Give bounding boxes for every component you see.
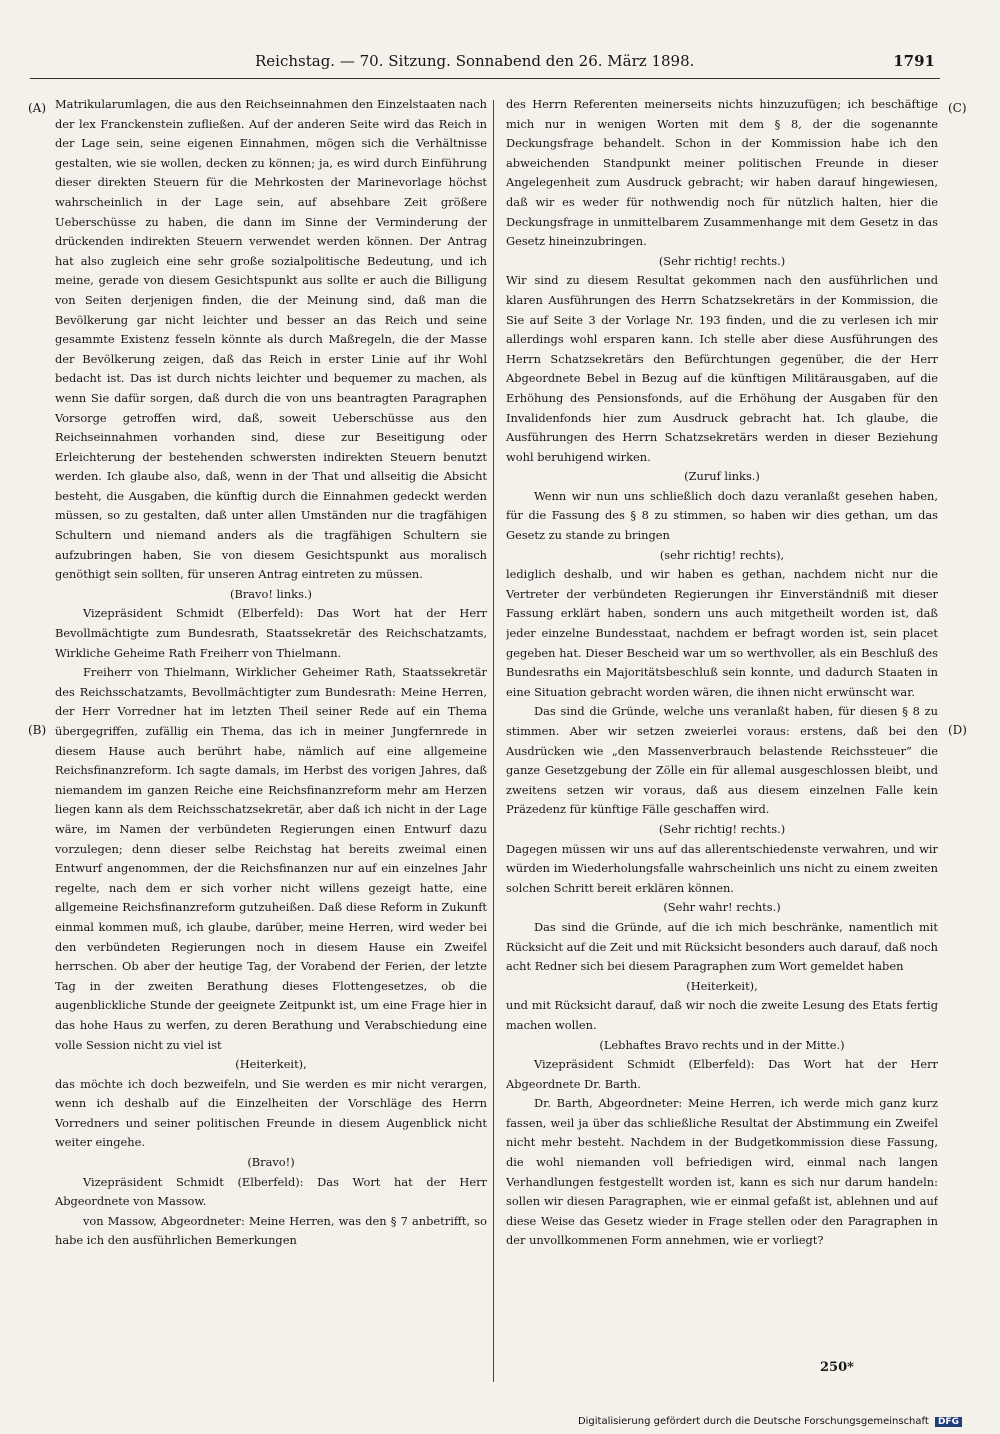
paragraph: von Massow, Abgeordneter: Meine Herren, was den § 7 anbetrifft, so habe ich den ausführlichen Bemerkungen — [55, 1213, 487, 1248]
right-column — [506, 95, 938, 1385]
signature-mark: 250* — [820, 1360, 854, 1375]
footer — [578, 1416, 962, 1427]
paragraph: Dr. Barth, Abgeordneter: Meine Herren, ich werde mich ganz kurz fassen, weil ja über das schließliche Resultat der Abstimmung ein Zweifel nicht mehr besteht. Nachdem in der Budgetkommission diese Fassung, die wohl niemanden voll befriedigen wird, einmal nach langen Verhandlungen festgestellt worden ist, kann es sich nur darum handeln: sollen wir diesen Paragraphen, wie er einmal gefaßt ist, ablehnen und auf diese Weise das Gesetz wieder in Frage stellen oder den Paragraphen in der unvollkommenen Form annehmen, wie er vorliegt? — [506, 1096, 938, 1248]
interjection: (Lebhaftes Bravo rechts und in der Mitte.) — [599, 1037, 845, 1052]
paragraph: lediglich deshalb, und wir haben es gethan, nachdem nicht nur die Vertreter der verbündeten Regierungen ihr Einverständniß mit dieser Fassung erklärt haben, sondern uns auch mitgetheilt worden ist, daß jeder einzelne Bundesstaat, nachdem er befragt worden ist, sein placet gegeben hat. Dieser Bescheid war um so werthvoller, als ein Beschluß des Bundesraths ein Majoritätsbeschluß sein konnte, und dadurch Staaten in eine Situation gebracht worden wären, die ihnen nicht erwünscht war. — [506, 567, 938, 699]
interjection: (Bravo! links.) — [230, 586, 312, 601]
paragraph: Vizepräsident Schmidt (Elberfeld): Das Wort hat der Herr Abgeordnete von Massow. — [55, 1174, 487, 1209]
interjection: (Sehr wahr! rechts.) — [663, 900, 781, 915]
paragraph: Matrikularumlagen, die aus den Reichseinnahmen den Einzelstaaten nach der lex Franckenstein zufließen. Auf der anderen Seite wird das Reich in der Lage sein, seine eigenen Einnahmen, mögen sich die Verhältnisse gestalten, wie sie wollen, decken zu können; ja, es wird durch Einführung dieser direkten Steuern für die Mehrkosten der Marinevorlage höchst wahrscheinlich in der Lage sein, auf absehbare Zeit größere Ueberschüsse zu haben, die dann im Sinne der Verminderung der drückenden indirekten Steuern verwendet werden können. Der Antrag hat also zugleich eine sehr große sozialpolitische Bedeutung, und ich meine, gerade von diesem Gesichtspunkt aus sollte er auch die Billigung von Seiten derjenigen finden, die der Meinung sind, daß man die Bevölkerung gar nicht leichter und besser an das Reich und seine gesammte Existenz fesseln könnte als durch Maßregeln, die der Masse der Bevölkerung zeigen, daß das Reich in erster Linie auf ihr Wohl bedacht ist. Das ist durch nichts leichter und bequemer zu machen, als wenn Sie dafür sorgen, daß durch die von uns beantragten Paragraphen Vorsorge getroffen wird, daß, soweit Ueberschüsse aus den Reichseinnahmen vorhanden sind, diese zur Beseitigung oder Erleichterung der bestehenden schwersten indirekten Steuern benutzt werden. Ich glaube also, daß, wenn in der That und allseitig die Absicht besteht, die Ausgaben, die künftig durch die Einnahmen gedeckt werden müssen, so zu gestalten, daß unter allen Umständen nur die tragfähigen Schultern und niemand anders als die tragfähigen Schultern sie aufzubringen haben, Sie von diesem Gesichtspunkt aus moralisch genöthigt sein sollten, für unseren Antrag eintreten zu müssen. — [55, 97, 487, 582]
interjection: (Sehr richtig! rechts.) — [658, 253, 786, 268]
interjection: (Heiterkeit), — [686, 978, 758, 993]
interjection: (Zuruf links.) — [684, 469, 760, 484]
paragraph: Das sind die Gründe, auf die ich mich beschränke, namentlich mit Rücksicht auf die Zeit und mit Rücksicht besonders auch darauf, daß noch acht Redner sich bei diesem Paragraphen zum Wort gemeldet haben — [506, 919, 938, 974]
column-divider — [493, 100, 494, 1382]
margin-marker-b: (B) — [28, 723, 47, 737]
interjection: (Sehr richtig! rechts.) — [658, 821, 786, 836]
paragraph: des Herrn Referenten meinerseits nichts hinzuzufügen; ich beschäftige mich nur in wenigen Worten mit dem § 8, der die sogenannte Deckungsfrage behandelt. Schon in der Kommission habe ich den abweichenden Standpunkt meiner politischen Freunde in dieser Angelegenheit zum Ausdruck gebracht; wir haben darauf hingewiesen, daß wir es weder für nothwendig noch für nützlich halten, hier die Deckungsfrage in unmittelbarem Zusammenhange mit dem Gesetz in das Gesetz hineinzubringen. — [506, 97, 938, 249]
interjection: (sehr richtig! rechts), — [659, 547, 785, 562]
dfg-logo: DFG — [935, 1417, 962, 1427]
interjection: (Bravo!) — [247, 1155, 295, 1170]
interjection: (Heiterkeit), — [235, 1057, 307, 1072]
paragraph: Dagegen müssen wir uns auf das allerentschiedenste verwahren, und wir würden im Wiederholungsfalle wahrscheinlich uns nicht zu einem zweiten solchen Schritt bereit erklären können. — [506, 841, 938, 895]
margin-marker-d: (D) — [948, 723, 967, 737]
footer-credit: Digitalisierung gefördert durch die Deutsche Forschungsgemeinschaft — [577, 1416, 929, 1427]
paragraph: Freiherr von Thielmann, Wirklicher Geheimer Rath, Staatssekretär des Reichsschatzamts, Bevollmächtigter zum Bundesrath: Meine Herren, der Herr Vorredner hat im letzten Theil seiner Rede auf ein Thema übergegriffen, zufällig ein Thema, das ich in meiner Jungfernrede in diesem Hause auch berührt habe, nämlich auf eine allgemeine Reichsfinanzreform. Ich sagte damals, im Herbst des vorigen Jahres, daß niemandem im ganzen Reiche eine Reichsfinanzreform mehr am Herzen liegen kann als dem Reichsschatzsekretär, aber daß ich nicht in der Lage wäre, im Namen der verbündeten Regierungen einen Entwurf dazu vorzulegen; denn dieser selbe Reichstag hat bereits zweimal einen Entwurf angenommen, der die Reichsfinanzen nur auf ein einzelnes Jahr regelte, nach dem er sich vorher nicht willens gezeigt hatte, eine allgemeine Reichsfinanzreform gutzuheißen. Daß diese Reform in Zukunft einmal kommen muß, ich glaube, darüber, meine Herren, wird weder bei den verbündeten Regierungen noch in diesem Hause ein Zweifel herrschen. Ob aber der heutige Tag, der Vorabend der Ferien, der letzte Tag in der zweiten Berathung dieses Flottengesetzes, ob die augenblickliche Stunde der geeignete Zeitpunkt ist, um eine Frage hier in das hohe Haus zu werfen, zu deren Berathung und Verabschiedung eine volle Session nicht zu viel ist — [55, 665, 487, 1052]
paragraph: und mit Rücksicht darauf, daß wir noch die zweite Lesung des Etats fertig machen wollen. — [506, 998, 938, 1032]
running-title: Reichstag. — 70. Sitzung. Sonnabend den 26. März 1898. — [255, 52, 695, 70]
paragraph: das möchte ich doch bezweifeln, und Sie werden es mir nicht verargen, wenn ich deshalb auf die Einzelheiten der Vorschläge des Herrn Vorredners und seiner politischen Freunde in diesem Augenblick nicht weiter eingehe. — [55, 1076, 487, 1150]
paragraph: Vizepräsident Schmidt (Elberfeld): Das Wort hat der Herr Bevollmächtigte zum Bundesrath, Staatssekretär des Reichschatzamts, Wirkliche Geheime Rath Freiherr von Thielmann. — [55, 606, 487, 660]
left-column — [55, 95, 487, 1385]
margin-marker-a: (A) — [28, 101, 47, 115]
margin-marker-c: (C) — [948, 101, 967, 115]
paragraph: Vizepräsident Schmidt (Elberfeld): Das Wort hat der Herr Abgeordnete Dr. Barth. — [506, 1057, 938, 1091]
paragraph: Das sind die Gründe, welche uns veranlaßt haben, für diesen § 8 zu stimmen. Aber wir setzen zweierlei voraus: erstens, daß bei den Ausdrücken wie „den Massenverbrauch belastende Reichssteuer“ die ganze Gesetzgebung der Zölle ein für allemal ausgeschlossen bleibt, und zweitens setzen wir voraus, daß aus diesem einzelnen Falle kein Präzedenz für künftige Fälle geschaffen wird. — [506, 704, 938, 817]
header-rule — [30, 78, 940, 79]
page-number: 1791 — [893, 52, 935, 70]
running-header — [255, 46, 935, 76]
paragraph: Wenn wir nun uns schließlich doch dazu veranlaßt gesehen haben, für die Fassung des § 8 zu stimmen, so haben wir dies gethan, um das Gesetz zu stande zu bringen — [506, 488, 938, 543]
paragraph: Wir sind zu diesem Resultat gekommen nach den ausführlichen und klaren Ausführungen des Herrn Schatzsekretärs in der Kommission, die Sie auf Seite 3 der Vorlage Nr. 193 finden, und die zu verlesen ich mir allerdings wohl ersparen kann. Ich stelle aber diese Ausführungen des Herrn Schatzsekretärs den Befürchtungen gegenüber, die der Herr Abgeordnete Bebel in Bezug auf die künftigen Militärausgaben, auf die Erhöhung des Pensionsfonds, auf die Erhöhung der Ausgaben für den Invalidenfonds hier zum Ausdruck gebracht hat. Ich glaube, die Ausführungen des Herrn Schatzsekretärs werden in dieser Beziehung wohl beruhigend wirken. — [506, 273, 938, 464]
